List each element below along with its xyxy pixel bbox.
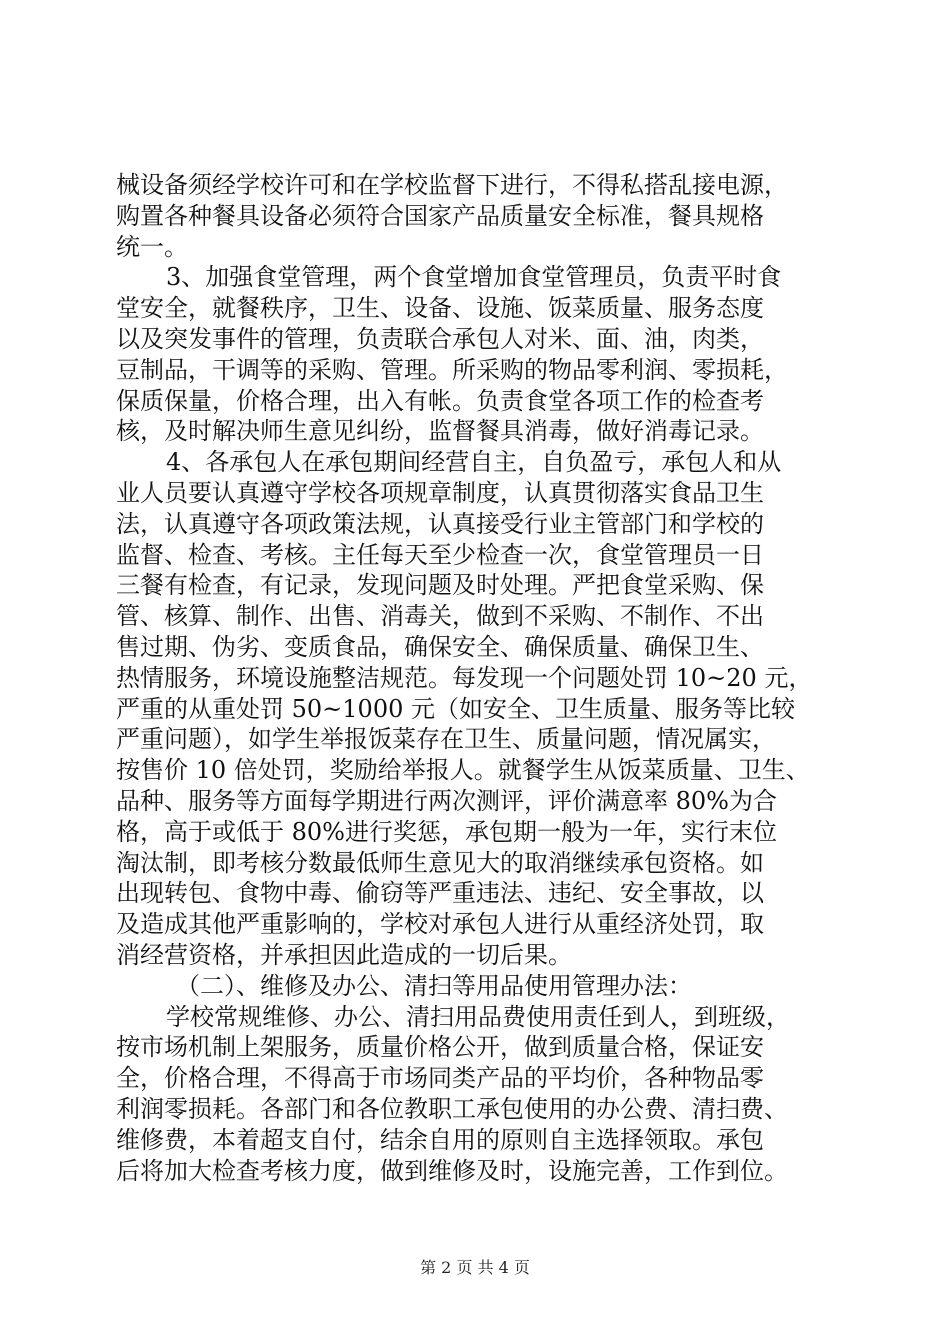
- text-line: 热情服务，环境设施整洁规范。每发现一个问题处罚 10~20 元，: [116, 663, 813, 692]
- text-line: 售过期、伪劣、变质食品，确保安全、确保质量、确保卫生、: [116, 632, 764, 661]
- text-line: 监督、检查、考核。主任每天至少检查一次，食堂管理员一日: [116, 540, 764, 569]
- text-line: 出现转包、食物中毒、偷窃等严重违法、违纪、安全事故，以: [116, 879, 764, 908]
- text-line: 及造成其他严重影响的，学校对承包人进行从重经济处罚，取: [116, 910, 764, 939]
- text-line: 全，价格合理，不得高于市场同类产品的平均价，各种物品零: [116, 1064, 764, 1093]
- text-line: 统一。: [116, 232, 188, 261]
- text-line: 利润零损耗。各部门和各位教职工承包使用的办公费、清扫费、: [116, 1094, 788, 1123]
- section-heading: （二）、维修及办公、清扫等用品使用管理办法：: [176, 971, 692, 1000]
- paragraph-3-start: 3、加强食堂管理，两个食堂增加食堂管理员，负责平时食: [166, 263, 782, 292]
- text-line: 保质保量，价格合理，出入有帐。负责食堂各项工作的检查考: [116, 386, 764, 415]
- text-line: 严重问题），如学生举报饭菜存在卫生、质量问题，情况属实，: [116, 725, 776, 754]
- text-line: 按市场机制上架服务，质量价格公开，做到质量合格，保证安: [116, 1033, 764, 1062]
- text-line: 购置各种餐具设备必须符合国家产品质量安全标准，餐具规格: [116, 201, 764, 230]
- text-line: 核，及时解决师生意见纠纷，监督餐具消毒，做好消毒记录。: [116, 417, 764, 446]
- text-line: 后将加大检查考核力度，做到维修及时，设施完善，工作到位。: [116, 1156, 788, 1185]
- text-line: 格，高于或低于 80%进行奖惩，承包期一般为一年，实行末位: [116, 817, 777, 846]
- document-body: [116, 170, 856, 1186]
- text-line: 管、核算、制作、出售、消毒关，做到不采购、不制作、不出: [116, 602, 764, 631]
- text-line: 维修费，本着超支自付，结余自用的原则自主选择领取。承包: [116, 1125, 764, 1154]
- paragraph-start: 学校常规维修、办公、清扫用品费使用责任到人，到班级，: [166, 1002, 790, 1031]
- text-line: 以及突发事件的管理，负责联合承包人对米、面、油，肉类，: [116, 324, 764, 353]
- paragraph-4-start: 4、各承包人在承包期间经营自主，自负盈亏，承包人和从: [166, 448, 782, 477]
- page-number-footer: 第 2 页 共 4 页: [420, 1258, 530, 1277]
- text-line: 法，认真遵守各项政策法规，认真接受行业主管部门和学校的: [116, 509, 764, 538]
- text-line: 三餐有检查，有记录，发现问题及时处理。严把食堂采购、保: [116, 571, 764, 600]
- text-line: 按售价 10 倍处罚，奖励给举报人。就餐学生从饭菜质量、卫生、: [116, 756, 810, 785]
- text-line: 消经营资格，并承担因此造成的一切后果。: [116, 940, 572, 969]
- text-line: 严重的从重处罚 50~1000 元（如安全、卫生质量、服务等比较: [116, 694, 795, 723]
- text-line: 品种、服务等方面每学期进行两次测评，评价满意率 80%为合: [116, 786, 777, 815]
- text-line: 械设备须经学校许可和在学校监督下进行，不得私搭乱接电源，: [116, 171, 788, 199]
- text-line: 业人员要认真遵守学校各项规章制度，认真贯彻落实食品卫生: [116, 478, 764, 507]
- text-line: 豆制品，干调等的采购、管理。所采购的物品零利润、零损耗，: [116, 355, 788, 384]
- text-line: 淘汰制，即考核分数最低师生意见大的取消继续承包资格。如: [116, 848, 764, 877]
- text-line: 堂安全，就餐秩序，卫生、设备、设施、饭菜质量、服务态度: [116, 294, 764, 323]
